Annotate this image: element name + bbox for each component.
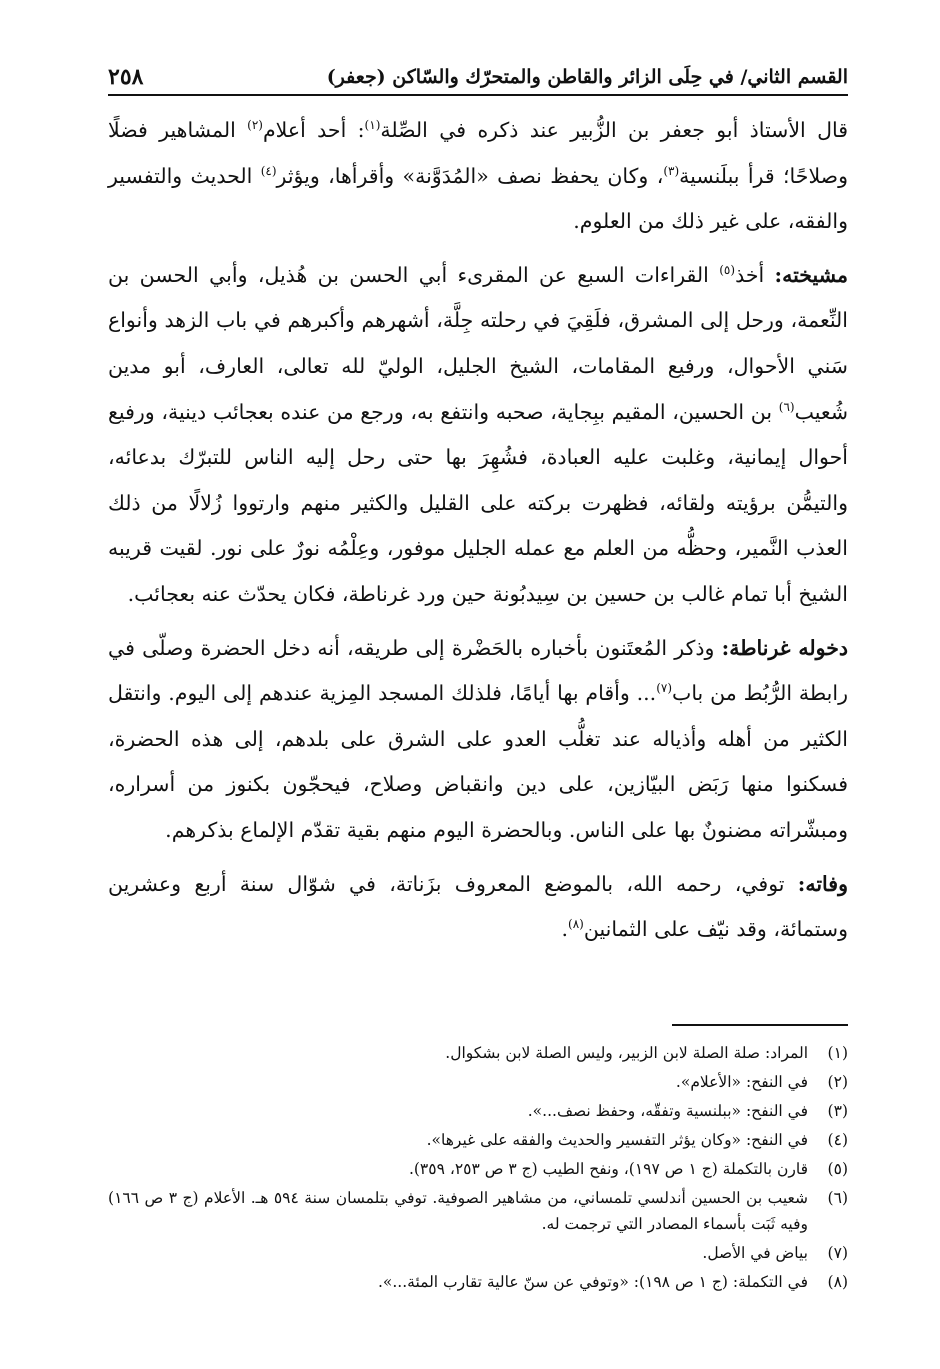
footnote-text: قارن بالتكملة (ج ١ ص ١٩٧)، ونفح الطيب (ج ٣ ص ٢٥٣، ٣٥٩). [408,1160,808,1178]
footnote-ref[interactable]: (٥) [719,262,736,277]
footnote-separator [672,1024,848,1026]
page-number: ٢٥٨ [108,64,144,90]
text-segment: قال الأستاذ أبو جعفر بن الزُّبير عند ذكره في الصِّلة [380,118,849,142]
footnote-ref[interactable]: (٧) [656,681,673,696]
text-segment: توفي، رحمه الله، بالموضع المعروف بزَناتة، في شوّال سنة أربع وعشرين وستمائة، وقد نيّف على الثمانين [108,871,848,942]
footnote [108,1127,848,1153]
text-segment: بن الحسين، المقيم ببِجاية، صحبه وانتفع به، ورجع من عنده بعجائب دينية، ورفيع أحوال إيمانية، وغلبت عليه العبادة، فشُهِرَ بها حتى رحل إليه الناس للتبرّك بدعائه، والتيمُّن برؤيته ولقائه، فظهرت بركته على القليل والكثير منهم وارتووا زُلالًا من ذلك العذب النَّمير، وحظُّه من العلم مع عمله الجليل موفور، وعِلْمُه نورٌ على نور. لقيت قريبه الشيخ أبا تمام غالب بن حسين بن سِيدبُونة حين ورد غرناطة، فكان يحدّث عنه بعجائب. [108,399,848,606]
main-text [108,108,848,961]
footnote-text: المراد: صلة الصلة لابن الزبير، وليس الصلة لابن بشكوال. [445,1044,808,1062]
footnote [108,1156,848,1182]
text-segment: المشاهير فضلًا وصلاحًا؛ قرأ ببلَنسية [108,118,848,188]
paragraph [108,253,848,618]
paragraph [108,626,848,854]
footnote-text: بياض في الأصل. [702,1244,808,1262]
text-segment: : أحد أعلام [262,118,365,142]
paragraph [108,108,848,245]
footnote-ref[interactable]: (٤) [260,163,277,178]
footnote-number: (٤) [827,1131,848,1149]
text-segment: القراءات السبع عن المقرىء أبي الحسن بن هُذيل، وأبي الحسن بن النِّعمة، ورحل إلى المشرق، فلَقِيَ في رحلته جِلَّة، أشهرهم وأكبرهم في باب الزهد وأنواع سَني الأحوال، ورفيع المقامات، الشيخ الجليل، الوليّ لله تعالى، العارف، أبو مدين شُعيب [108,262,848,424]
footnote-number: (٥) [827,1160,848,1178]
footnote [108,1269,848,1295]
footnote-text: شعيب بن الحسين أندلسي تلمساني، من مشاهير الصوفية. توفي بتلمسان سنة ٥٩٤ هـ. الأعلام (ج ٣ ص ١٦٦) وفيه ثَبَت بأسماء المصادر التي ترجمت له. [108,1189,808,1233]
footnote-text: في النفح: «ببلنسية وتفقّه، وحفظ نصف...». [527,1102,808,1120]
footnote-ref[interactable]: (٢) [247,118,263,133]
footnote-text: في النفح: «وكان يؤثر التفسير والحديث والفقه على غيرها». [426,1131,808,1149]
section-heading: مشيخته: [774,262,848,287]
text-segment: ، وكان يحفظ نصف «المُدَوَّنة» وأقرأها، ويؤثر [276,163,664,188]
section-heading: دخوله غرناطة: [721,635,848,660]
footnote-number: (٨) [827,1273,848,1291]
footnote-text: في التكملة: (ج ١ ص ١٩٨): «وتوفي عن سنّ عالية تقارب المئة...». [377,1273,808,1291]
footnote-number: (٧) [827,1244,848,1262]
footnote-ref[interactable]: (٣) [663,163,680,178]
text-segment: وذكر المُعتَنون بأخباره بالحَضْرة إلى طريقه، أنه دخل الحضرة وصلّى في رابطة الرُّبُط من باب [108,635,848,706]
text-segment: أخذ [735,262,775,287]
footnote [108,1069,848,1095]
section-heading: وفاته: [797,871,848,896]
footnote-number: (٦) [827,1189,848,1207]
text-segment: الحديث والتفسير والفقه، على غير ذلك من العلوم. [108,163,848,234]
text-segment: ... وأقام بها أيامًا، فلذلك المسجد المِزية عندهم إلى اليوم. وانتقل الكثير من أهله وأذياله عند تغلُّب العدو على الشرق على بلدهم، إلى هذه الحضرة، فسكنوا منها رَبَض البيّازين، على دين وانقباض وصلاح، فيحجّون بكنوز من أسراره، ومبشّراته مضنونٌ بها على الناس. وبالحضرة اليوم منهم بقية تقدّم الإلماع بذكرهم. [108,681,848,842]
paragraph [108,862,848,953]
page-header [108,60,848,96]
footnote-number: (٣) [827,1102,848,1120]
footnote [108,1240,848,1266]
running-title: القسم الثاني/ في حِلَى الزائر والقاطن والمتحرّك والسّاكن (جعفر) [326,66,848,88]
footnotes [108,1040,848,1298]
footnote-number: (١) [827,1044,848,1062]
footnote-ref[interactable]: (٦) [778,399,795,414]
footnote [108,1185,848,1237]
footnote-ref[interactable]: (٨) [568,917,584,932]
text-segment: . [561,917,569,942]
footnote [108,1040,848,1066]
footnote-ref[interactable]: (١) [364,118,381,133]
footnote [108,1098,848,1124]
footnote-number: (٢) [827,1073,848,1091]
footnote-text: في النفح: «الأعلام». [675,1073,808,1091]
